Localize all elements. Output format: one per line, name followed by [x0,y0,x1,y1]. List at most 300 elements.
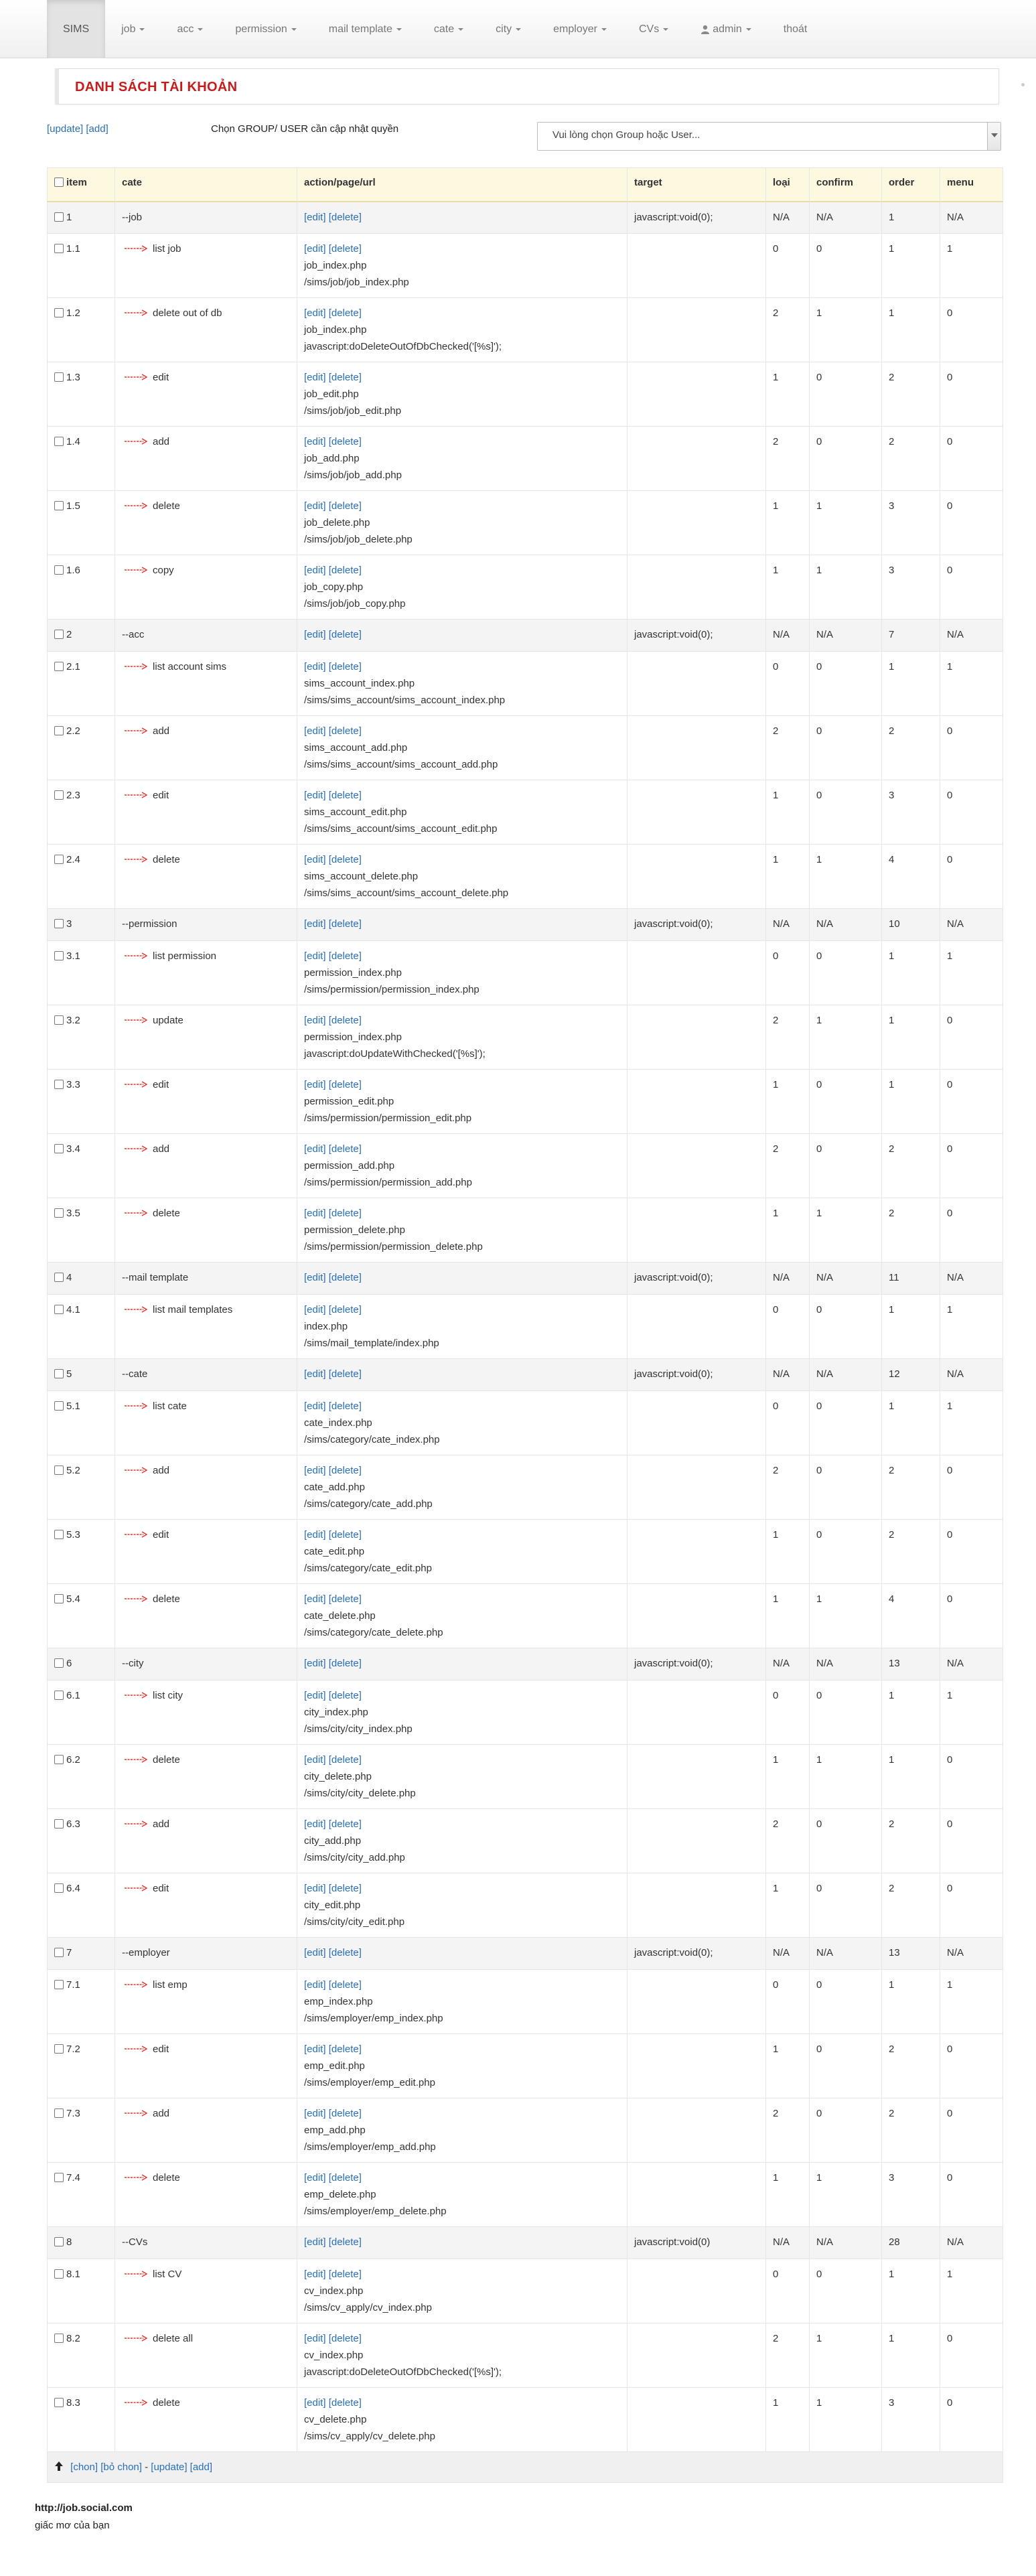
cate-name: list cate [153,1401,187,1412]
item-number: 1.5 [66,500,80,512]
target-cell [627,2098,766,2163]
cate-cell [115,1970,297,2034]
order-cell: 4 [882,845,940,909]
menu-cell: 1 [940,234,1003,298]
nav-label: admin [713,23,742,35]
delete-link[interactable]: [delete] [328,500,362,512]
target-cell [627,941,766,1005]
confirm-cell: 0 [810,1295,882,1359]
loai-cell: N/A [766,1648,810,1680]
loai-cell: N/A [766,2227,810,2259]
edit-link[interactable]: [edit] [304,1015,326,1026]
row-checkbox[interactable] [54,951,64,960]
edit-link[interactable]: [edit] [304,243,326,255]
page-file: sims_account_index.php [304,678,415,689]
delete-link[interactable]: [delete] [328,243,362,255]
row-checkbox[interactable] [54,1465,64,1475]
target-cell [627,1809,766,1873]
dropdown-arrow-icon[interactable] [987,123,1001,150]
arrow-right-icon [125,245,147,252]
arrow-right-icon [125,1820,147,1827]
item-number: 5.2 [66,1465,80,1476]
table-row [48,2034,1003,2098]
confirm-cell: 1 [810,2163,882,2227]
action-cell [297,1809,627,1873]
delete-link[interactable]: [delete] [328,2397,362,2409]
row-checkbox[interactable] [54,1208,64,1218]
update-link[interactable]: [update] [47,123,84,135]
target-cell: javascript:void(0); [627,620,766,652]
row-checkbox[interactable] [54,1015,64,1025]
delete-link[interactable]: [delete] [328,1143,362,1155]
nav-item-logout[interactable]: thoát [783,23,808,35]
table-row [48,234,1003,298]
nav-item-permission[interactable] [219,0,312,58]
edit-link[interactable]: [edit] [304,1818,326,1830]
edit-link[interactable]: [edit] [304,211,326,223]
edit-link[interactable]: [edit] [304,1658,326,1669]
menu-cell: N/A [940,202,1003,234]
table-group-row [48,1938,1003,1970]
item-number: 5.4 [66,1593,80,1605]
edit-link[interactable]: [edit] [304,1304,326,1315]
delete-link[interactable]: [delete] [328,1818,362,1830]
row-checkbox[interactable] [54,1691,64,1700]
row-checkbox[interactable] [54,1819,64,1829]
edit-link[interactable]: [edit] [304,436,326,447]
target-cell [627,298,766,362]
action-cell [297,1070,627,1134]
deselect-all-link[interactable]: [bỏ chon] [100,2461,142,2473]
action-cell [297,1005,627,1070]
page-file: cv_index.php [304,2285,364,2297]
site-url: http://job.social.com [35,2502,133,2514]
nav-item-job[interactable] [105,0,161,58]
cate-name: delete out of db [153,307,222,319]
item-cell [48,2163,115,2227]
edit-link[interactable]: [edit] [304,1368,326,1380]
menu-cell: 0 [940,845,1003,909]
page-file: job_add.php [304,453,360,464]
edit-link[interactable]: [edit] [304,307,326,319]
row-checkbox[interactable] [54,1273,64,1282]
item-number: 7.1 [66,1979,80,1991]
order-cell: 2 [882,716,940,780]
edit-link[interactable]: [edit] [304,725,326,737]
row-checkbox[interactable] [54,2108,64,2118]
delete-link[interactable]: [delete] [328,1368,362,1380]
row-checkbox[interactable] [54,1755,64,1764]
confirm-cell: 0 [810,2259,882,2323]
nav-brand[interactable]: SIMS [47,0,105,58]
confirm-cell: N/A [810,620,882,652]
cate-name: delete [153,2172,180,2184]
row-checkbox[interactable] [54,1658,64,1668]
edit-link[interactable]: [edit] [304,2397,326,2409]
arrow-right-icon [125,1756,147,1763]
order-cell: 2 [882,1873,940,1938]
cate-cell [115,427,297,491]
delete-link[interactable]: [delete] [328,2172,362,2184]
table-group-row [48,909,1003,941]
nav-item-employer[interactable] [537,0,623,58]
delete-link[interactable]: [delete] [328,1272,362,1283]
caret-down-icon [458,28,463,31]
footer-update-link[interactable]: [update] [151,2461,188,2473]
cate-name: add [153,1465,170,1476]
delete-link[interactable]: [delete] [328,661,362,672]
page-url: /sims/sims_account/sims_account_index.php [304,695,506,706]
page-file: city_edit.php [304,1900,361,1911]
cate-cell [115,1391,297,1455]
col-header-target: target [627,168,766,202]
cate-name: --CVs [122,2236,148,2248]
edit-link[interactable]: [edit] [304,2044,326,2055]
edit-link[interactable]: [edit] [304,661,326,672]
arrow-right-icon [125,1467,147,1474]
target-cell [627,1198,766,1263]
select-all-checkbox[interactable] [54,177,64,187]
site-tagline: giấc mơ của bạn [35,2520,110,2531]
action-cell [297,234,627,298]
delete-link[interactable]: [delete] [328,918,362,930]
edit-link[interactable]: [edit] [304,1690,326,1701]
row-checkbox[interactable] [54,437,64,446]
edit-link[interactable]: [edit] [304,1883,326,1894]
arrow-right-icon [125,1081,147,1088]
table-footer-row [48,2452,1003,2483]
item-cell [48,1359,115,1391]
row-checkbox[interactable] [54,2269,64,2279]
target-cell: javascript:void(0); [627,1648,766,1680]
delete-link[interactable]: [delete] [328,629,362,640]
confirm-cell: 0 [810,780,882,845]
delete-link[interactable]: [delete] [328,790,362,801]
menu-cell: 0 [940,362,1003,427]
loai-cell: 2 [766,1134,810,1198]
delete-link[interactable]: [delete] [328,1883,362,1894]
order-cell: 3 [882,2163,940,2227]
footer-separator: - [141,2461,151,2473]
menu-cell: 0 [940,2388,1003,2452]
loai-cell: 2 [766,716,810,780]
loai-cell: 2 [766,1005,810,1070]
order-cell: 3 [882,780,940,845]
action-cell [297,1938,627,1970]
delete-link[interactable]: [delete] [328,2108,362,2119]
item-number: 1.1 [66,243,80,255]
delete-link[interactable]: [delete] [328,1015,362,1026]
nav-item-cvs[interactable] [623,0,684,58]
delete-link[interactable]: [delete] [328,725,362,737]
row-checkbox[interactable] [54,1530,64,1539]
edit-link[interactable]: [edit] [304,1465,326,1476]
edit-link[interactable]: [edit] [304,790,326,801]
order-cell: 2 [882,362,940,427]
loai-cell: 0 [766,652,810,716]
arrow-right-icon [125,1885,147,1891]
row-checkbox[interactable] [54,2044,64,2054]
edit-link[interactable]: [edit] [304,1401,326,1412]
page-file: cate_add.php [304,1482,365,1493]
row-checkbox[interactable] [54,1369,64,1378]
row-checkbox[interactable] [54,2173,64,2182]
arrow-right-icon [125,2271,147,2277]
row-checkbox[interactable] [54,1883,64,1893]
table-row [48,298,1003,362]
delete-link[interactable]: [delete] [328,1208,362,1219]
order-cell: 1 [882,941,940,1005]
edit-link[interactable]: [edit] [304,2236,326,2248]
delete-link[interactable]: [delete] [328,372,362,383]
delete-link[interactable]: [delete] [328,2236,362,2248]
row-checkbox[interactable] [54,1594,64,1603]
action-cell [297,427,627,491]
nav-item-acc[interactable] [161,0,219,58]
action-cell [297,909,627,941]
action-cell [297,620,627,652]
nav-label: city [496,23,512,35]
cate-cell [115,1809,297,1873]
item-cell [48,1455,115,1520]
table-row [48,1134,1003,1198]
order-cell: 12 [882,1359,940,1391]
nav-item-city[interactable] [479,0,537,58]
row-checkbox[interactable] [54,726,64,735]
item-number: 2.2 [66,725,80,737]
edit-link[interactable]: [edit] [304,918,326,930]
item-cell [48,1809,115,1873]
order-cell: 1 [882,1070,940,1134]
page-url: javascript:doUpdateWithChecked('[%s]'); [304,1048,486,1060]
arrow-right-icon [125,567,147,573]
row-checkbox[interactable] [54,244,64,253]
row-checkbox[interactable] [54,855,64,864]
edit-link[interactable]: [edit] [304,1979,326,1991]
target-cell [627,1005,766,1070]
cate-name: list emp [153,1979,188,1991]
page-file: job_edit.php [304,388,359,400]
row-checkbox[interactable] [54,372,64,382]
arrow-right-icon [125,1145,147,1152]
arrow-right-icon [125,856,147,863]
target-cell [627,362,766,427]
edit-link[interactable]: [edit] [304,1529,326,1541]
page-url: /sims/employer/emp_edit.php [304,2077,435,2088]
edit-link[interactable]: [edit] [304,1143,326,1155]
row-checkbox[interactable] [54,662,64,671]
edit-link[interactable]: [edit] [304,1947,326,1958]
table-row [48,2259,1003,2323]
row-checkbox[interactable] [54,2237,64,2246]
row-checkbox[interactable] [54,1980,64,1989]
loai-cell: 0 [766,941,810,1005]
menu-cell: N/A [940,620,1003,652]
row-checkbox[interactable] [54,1401,64,1411]
page-url: /sims/cv_apply/cv_index.php [304,2302,432,2313]
arrow-right-icon [125,309,147,316]
delete-link[interactable]: [delete] [328,2269,362,2280]
row-checkbox[interactable] [54,1080,64,1089]
delete-link[interactable]: [delete] [328,854,362,865]
edit-link[interactable]: [edit] [304,2108,326,2119]
add-link[interactable]: [add] [86,123,108,135]
delete-link[interactable]: [delete] [328,1754,362,1766]
arrow-right-icon [125,2110,147,2117]
target-cell [627,2388,766,2452]
row-checkbox[interactable] [54,630,64,639]
arrow-right-icon [125,2399,147,2406]
cate-name: --cate [122,1368,148,1380]
action-cell [297,1648,627,1680]
nav-item-admin[interactable] [684,0,767,58]
confirm-cell: 1 [810,555,882,620]
item-cell [48,1938,115,1970]
edit-link[interactable]: [edit] [304,950,326,962]
table-row [48,1455,1003,1520]
edit-link[interactable]: [edit] [304,500,326,512]
confirm-cell: 1 [810,1745,882,1809]
table-row [48,1680,1003,1745]
delete-link[interactable]: [delete] [328,436,362,447]
item-cell [48,2388,115,2452]
item-cell [48,2259,115,2323]
caret-down-icon [139,28,145,31]
delete-link[interactable]: [delete] [328,211,362,223]
edit-link[interactable]: [edit] [304,565,326,576]
order-cell: 28 [882,2227,940,2259]
arrow-up-icon [54,2461,64,2472]
item-cell [48,941,115,1005]
action-cell [297,780,627,845]
table-row [48,1198,1003,1263]
delete-link[interactable]: [delete] [328,950,362,962]
col-header-item [48,168,115,202]
action-cell [297,1263,627,1295]
table-body [48,202,1003,2452]
delete-link[interactable]: [delete] [328,1401,362,1412]
edit-link[interactable]: [edit] [304,1208,326,1219]
page-url: /sims/mail_template/index.php [304,1338,439,1349]
edit-link[interactable]: [edit] [304,372,326,383]
row-checkbox[interactable] [54,565,64,575]
delete-link[interactable]: [delete] [328,1947,362,1958]
delete-link[interactable]: [delete] [328,1529,362,1541]
delete-link[interactable]: [delete] [328,2333,362,2344]
page-file: permission_edit.php [304,1096,394,1107]
item-number: 3.5 [66,1208,80,1219]
arrow-right-icon [125,663,147,670]
edit-link[interactable]: [edit] [304,1079,326,1090]
confirm-cell: 0 [810,941,882,1005]
item-number: 4 [66,1272,72,1283]
menu-cell: 0 [940,1873,1003,1938]
edit-link[interactable]: [edit] [304,629,326,640]
loai-cell: N/A [766,909,810,941]
cate-name: delete [153,2397,180,2409]
delete-link[interactable]: [delete] [328,1304,362,1315]
order-cell: 1 [882,1680,940,1745]
table-group-row [48,1648,1003,1680]
nav-label: CVs [638,23,660,35]
target-cell: javascript:void(0); [627,1263,766,1295]
row-checkbox[interactable] [54,919,64,928]
confirm-cell: 1 [810,1005,882,1070]
edit-link[interactable]: [edit] [304,1754,326,1766]
page-file: job_index.php [304,324,367,336]
item-number: 7 [66,1947,72,1958]
delete-link[interactable]: [delete] [328,1593,362,1605]
confirm-cell: 1 [810,298,882,362]
edit-link[interactable]: [edit] [304,2172,326,2184]
page-url: /sims/sims_account/sims_account_add.php [304,759,498,770]
delete-link[interactable]: [delete] [328,565,362,576]
nav-item-cate[interactable] [418,0,479,58]
item-number: 1.3 [66,372,80,383]
target-cell [627,845,766,909]
edit-link[interactable]: [edit] [304,2333,326,2344]
table-row [48,1005,1003,1070]
edit-link[interactable]: [edit] [304,854,326,865]
order-cell: 1 [882,1745,940,1809]
order-cell: 2 [882,427,940,491]
menu-cell: 0 [940,1134,1003,1198]
nav-item-mail-template[interactable] [313,0,418,58]
arrow-right-icon [125,2335,147,2342]
delete-link[interactable]: [delete] [328,1658,362,1669]
delete-link[interactable]: [delete] [328,1979,362,1991]
item-number: 2.3 [66,790,80,801]
delete-link[interactable]: [delete] [328,1465,362,1476]
footer-add-link[interactable]: [add] [190,2461,213,2473]
row-checkbox[interactable] [54,1305,64,1314]
select-all-link[interactable]: [chon] [70,2461,98,2473]
item-cell [48,1198,115,1263]
delete-link[interactable]: [delete] [328,1079,362,1090]
row-checkbox[interactable] [54,501,64,510]
page-file: emp_edit.php [304,2060,365,2072]
page-url: /sims/city/city_delete.php [304,1788,416,1799]
delete-link[interactable]: [delete] [328,1690,362,1701]
cate-name: add [153,1818,170,1830]
delete-link[interactable]: [delete] [328,307,362,319]
delete-link[interactable]: [delete] [328,2044,362,2055]
group-user-select[interactable] [537,122,1001,151]
row-checkbox[interactable] [54,790,64,800]
edit-link[interactable]: [edit] [304,2269,326,2280]
menu-cell: 0 [940,780,1003,845]
menu-cell: 0 [940,1809,1003,1873]
caret-down-icon [601,28,607,31]
edit-link[interactable]: [edit] [304,1593,326,1605]
target-cell: javascript:void(0); [627,1938,766,1970]
item-number: 4.1 [66,1304,80,1315]
edit-link[interactable]: [edit] [304,1272,326,1283]
item-cell [48,202,115,234]
row-checkbox[interactable] [54,1144,64,1153]
order-cell: 2 [882,2034,940,2098]
loai-cell: N/A [766,202,810,234]
row-checkbox[interactable] [54,308,64,317]
row-checkbox[interactable] [54,1948,64,1957]
item-number: 5.1 [66,1401,80,1412]
loai-cell: 2 [766,2323,810,2388]
table-group-row [48,2227,1003,2259]
row-checkbox[interactable] [54,212,64,222]
row-checkbox[interactable] [54,2398,64,2407]
row-checkbox[interactable] [54,2334,64,2343]
confirm-cell: 0 [810,2034,882,2098]
